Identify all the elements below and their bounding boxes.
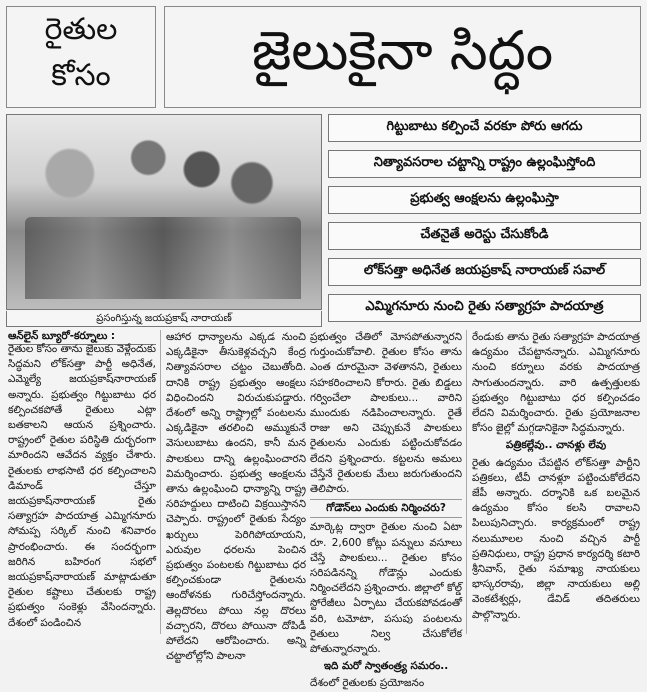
kicker-line-1: రైతుల — [44, 12, 118, 47]
byline: ఆన్‌లైన్ బ్యూరో-కర్నూలు : — [8, 330, 156, 345]
kicker-line-2: కోసం — [51, 58, 111, 93]
column-3-bottom-text: దేశంలో రైతులకు ప్రయోజనం — [310, 677, 425, 690]
highlight-points — [328, 114, 641, 330]
column-1-text: రైతుల కోసం తాను జైలుకు వెళ్లేందుకు సిద్ధమని లోక్‌సత్తా పార్టీ అధినేత, ఎమ్మెల్యే జయప్రకాష్‌నారాయణ్ అన్నారు. ప్రభుత్వం గిట్టుబాటు ధర కల్పించకపోతే రైతులు ఎట్లా బతకాలని ఆయన ప్రశ్నించారు. రాష్ట్రంలో రైతుల పరిస్థితి దుర్భరంగా మారిందని ఆవేదన వ్యక్తం చేశారు. రైతులకు లాభసాటి ధర కల్పించాలని డిమాండ్ చేస్తూ జయప్రకాష్‌నారాయణ్ రైతు సత్యాగ్రహ పాదయాత్ర ఎమ్మిగనూరు సోమప్ప సర్కిల్ నుంచి శనివారం ప్రారంభించారు. ఈ సందర్భంగా జరిగిన బహిరంగ సభలో జయప్రకాష్‌నారాయణ్ మాట్లాడుతూ రైతుల కష్టాలు చేతులకు రాష్ట్ర ప్రభుత్వం సంకెళ్లు వేసిందన్నారు. దేశంలో పండించిన — [8, 343, 156, 629]
highlight-2: నిత్యావసరాల చట్టాన్ని రాష్ట్రం ఉల్లంఘిస్తోంది — [328, 150, 641, 178]
column-4-top-text: రేండుకు తాను రైతు సత్యాగ్రహ పాదయాత్ర ఉద్యమం చేపట్టానన్నారు. ఎమ్మిగనూరు నుంచి కర్నూలు వరకు పాదయాత్ర సాగుతుందన్నారు. వారి ఉత్పత్తులకు ప్రభుత్వం గిట్టుబాటు ధర కల్పించడం లేదని విమర్శించారు. రైతు ప్రయోజనాల కోసం జైల్లో మగ్గడానికైనా సిద్ధమన్నారు. — [472, 331, 640, 435]
column-divider — [466, 330, 467, 634]
column-3-top-text: ప్రభుత్వం చేతిలో మోసపోతున్నారని గుర్తుంచుకోవాలి. రైతుల కోసం తాను ఎంత దూరమైనా వెళతానని, రైతులు సహకరించాలని కోరారు. రైతు బిడ్డలు గర్వించేలా పాలకులు... వారిని ముందుకు నడిపించాలన్నారు. రైతే రాజు అని చెప్పుకునే పాలకులు రైతులను ఎందుకు పట్టించుకోవడం లేదని ప్రశ్నించారు. కట్టలను అమలు చేస్తేనే రైతులకు మేలు జరుగుతుందని తెలిపారు. — [310, 331, 462, 496]
article-column-4 — [472, 330, 640, 634]
highlight-3: ప్రభుత్వ ఆంక్షలను ఉల్లంఘిస్తా — [328, 186, 641, 214]
column-2-text: ఆహార ధాన్యాలను ఎక్కడ నుంచి ఎక్కడికైనా తీసుకెళ్లవచ్చని కేంద్ర నిత్యావసరాల చట్టం చెబుతోంది. దానికి రాష్ట్ర ప్రభుత్వం ఆంక్షలు విధించిందని విరుచుకుపడ్డారు. దేశంలో అన్ని రాష్ట్రాల్లో పంటలను ఎక్కడికైనా తరలించి అమ్ముకునే వెసులుబాటు ఉందని, కానీ మన పాలకులు దాన్ని ఉల్లంఘించారని విమర్శించారు. ప్రభుత్వ ఆంక్షలను తాను ఉల్లంఘించి ధాన్యాన్ని రాష్ట్ర సరిహద్దులు దాటించి విక్రయిస్తానని చెప్పారు. రాష్ట్రంలో రైతుకు సేద్యం ఖర్చులు పెరిగిపోయాయని, ఎరువుల ధరలను పెంచిన ప్రభుత్వం పంటలకు గిట్టుబాటు ధర కల్పించకుండా రైతులను ఆందోళనకు గురిచేస్తోందన్నారు. తెల్లదొరలు పోయి నల్ల దొరలు వచ్చారని, దొరలు పోయినా దోపిడీ పోలేదని ఆరోపించారు. అన్ని చట్టాలోల్లోని పాలనా — [166, 331, 306, 663]
headline: జైలుకైనా సిద్ధం — [164, 6, 641, 108]
subheading-godowns: గోడౌన్‌లు ఎందుకు నిర్మించరు? — [310, 499, 462, 518]
news-photo — [6, 114, 322, 310]
column-divider — [160, 330, 161, 634]
kicker-box — [6, 6, 156, 108]
subheading-no-media: పత్రికల్లేవు.. చానళ్లు లేవు — [505, 439, 607, 452]
highlight-4: చేతనైతే అరెస్టు చేసుకోండి — [328, 222, 641, 250]
photo-caption: ప్రసంగిస్తున్న జయప్రకాష్ నారాయణ్ — [6, 311, 322, 327]
highlight-6: ఎమ్మిగనూరు నుంచి రైతు సత్యాగ్రహ పాదయాత్ర — [328, 294, 641, 322]
article-column-2 — [166, 330, 306, 663]
highlight-1: గిట్టుబాటు కల్పించే వరకూ పోరు ఆగదు — [328, 114, 641, 142]
photo-crowd — [25, 217, 301, 299]
highlight-5: లోక్‌సత్తా అధినేత జయప్రకాష్ నారాయణ్ సవాల్ — [328, 258, 641, 286]
column-4-bottom-text: రైతు ఉద్యమం చేపట్టిన లోక్‌సత్తా పార్టీని పత్రికలు, టీవీ చానళ్లూ పట్టించుకోలేదని జేపీ అన్నారు. దర్శానికి ఒక బలమైన ఉద్యమం కోసం కలసి రావాలని పిలుపునిచ్చారు. కార్యక్రమంలో రాష్ట్ర నలుమూలల నుంచి వచ్చిన పార్టీ ప్రతినిధులు, రాష్ట్ర ప్రధాన కార్యదర్శి కటారి శ్రీనివాస్, రైతు సమాఖ్య నాయకులు భాస్కరరావు, జిల్లా నాయకులు అల్లి వెంకటేశ్వర్లు, డేవిడ్ తదితరులు పాల్గొన్నారు. — [472, 456, 640, 621]
article-column-3 — [310, 330, 462, 690]
column-3-mid-text: మార్కెట్ల ద్వారా రైతుల నుంచి ఏటా రూ. 2,600 కోట్లు పన్నులు వసూలు చేస్తే పాలకులు... రైతుల కోసం సరిపడినన్ని గోడౌన్లు ఎందుకు నిర్మించలేదని ప్రశ్నించారు. జిల్లాలో కోల్డ్ స్టోరేజీలు ఏర్పాటు చేయకపోవడంతో వరి, టమోటా, పసుపు పంటలను రైతులు నిల్వ చేసుకోలేక పోతున్నారన్నారు. — [310, 521, 462, 656]
article-column-1 — [8, 342, 156, 634]
subheading-freedom-struggle: ఇది మరో స్వాతంత్ర్య సమరం.. — [323, 660, 449, 673]
